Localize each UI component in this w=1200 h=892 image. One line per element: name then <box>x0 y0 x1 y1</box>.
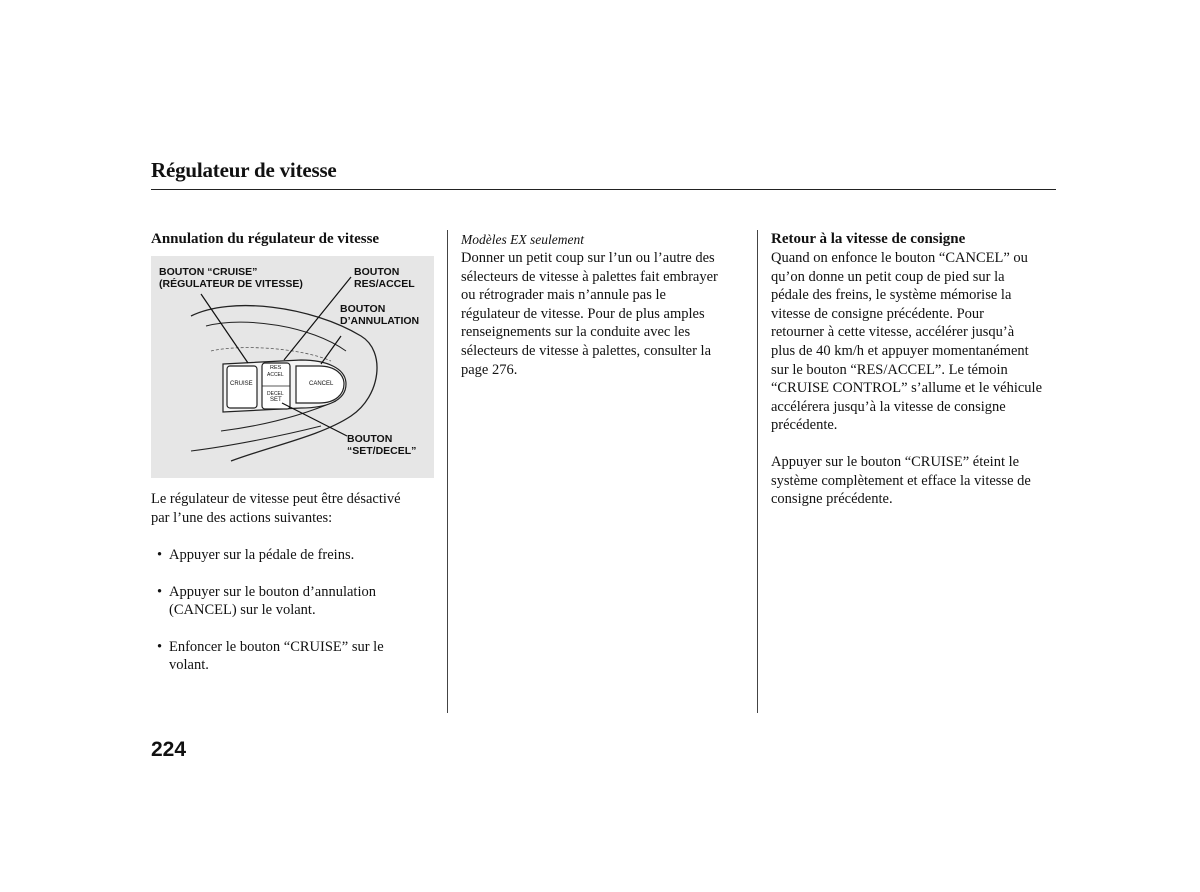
column-divider-right <box>757 230 758 713</box>
switch-label-decel: DECEL <box>267 391 284 397</box>
column-divider-left <box>447 230 448 713</box>
intro-paragraph: Le régulateur de vitesse peut être désactivé par l’une des actions suivantes: <box>151 491 401 526</box>
list-item <box>151 638 441 675</box>
cruise-off-paragraph: Appuyer sur le bouton “CRUISE” éteint le système complètement et efface la vitesse de consigne précédente. <box>771 454 1031 508</box>
paddle-shifter-paragraph: Donner un petit coup sur l’un ou l’autre des sélecteurs de vitesse à palettes fait embrayer ou rétrograder mais n’annule pas le régulateur de vitesse. Pour de plus amples renseignements sur la conduite avec les sélecteurs de vitesse à palettes, consulter la page 276. <box>461 250 718 378</box>
switch-label-res: RES <box>270 365 282 371</box>
resume-paragraph: Quand on enfonce le bouton “CANCEL” ou qu’on donne un petit coup de pied sur la pédale des freins, le système mémorise la vitesse de consigne précédente. Pour retourner à cette vitesse, accélérer jusqu’à plus de 40 km/h et appuyer momentanément sur le bouton “RES/ACCEL”. Le témoin “CRUISE CONTROL” s’allume et le véhicule accélérera jusqu’à la vitesse de consigne précédente. <box>771 250 1043 434</box>
bullet-symbol: • <box>157 547 163 563</box>
list-item-text: Appuyer sur la pédale de freins. <box>169 547 355 563</box>
list-item <box>151 546 441 565</box>
list-item-text: Enfoncer le bouton “CRUISE” sur le volant. <box>169 638 384 674</box>
switch-label-cancel: CANCEL <box>309 381 334 387</box>
cancel-methods-list <box>151 546 441 675</box>
switch-label-cruise: CRUISE <box>230 381 253 387</box>
callout-cruise-button: BOUTON “CRUISE” (RÉGULATEUR DE VITESSE) <box>159 266 303 290</box>
list-item-text: Appuyer sur le bouton d’annulation (CANCEL) sur le volant. <box>169 583 376 619</box>
title-divider <box>151 189 1056 190</box>
bullet-symbol: • <box>157 638 163 655</box>
callout-res-accel-button: BOUTON RES/ACCEL <box>354 266 415 290</box>
list-item <box>151 583 441 620</box>
callout-cancel-button: BOUTON D’ANNULATION <box>340 303 420 327</box>
section-heading-cancel: Annulation du régulateur de vitesse <box>151 231 380 247</box>
page-number: 224 <box>151 738 187 761</box>
switch-label-accel: ACCEL <box>267 372 284 378</box>
steering-wheel-illustration <box>151 256 434 478</box>
page-title: Régulateur de vitesse <box>151 158 337 182</box>
model-note: Modèles EX seulement <box>461 232 584 247</box>
bullet-symbol: • <box>157 583 163 600</box>
switch-label-set: SET <box>270 397 282 403</box>
section-heading-resume: Retour à la vitesse de consigne <box>771 231 966 247</box>
callout-set-decel-button: BOUTON “SET/DECEL” <box>347 433 417 457</box>
